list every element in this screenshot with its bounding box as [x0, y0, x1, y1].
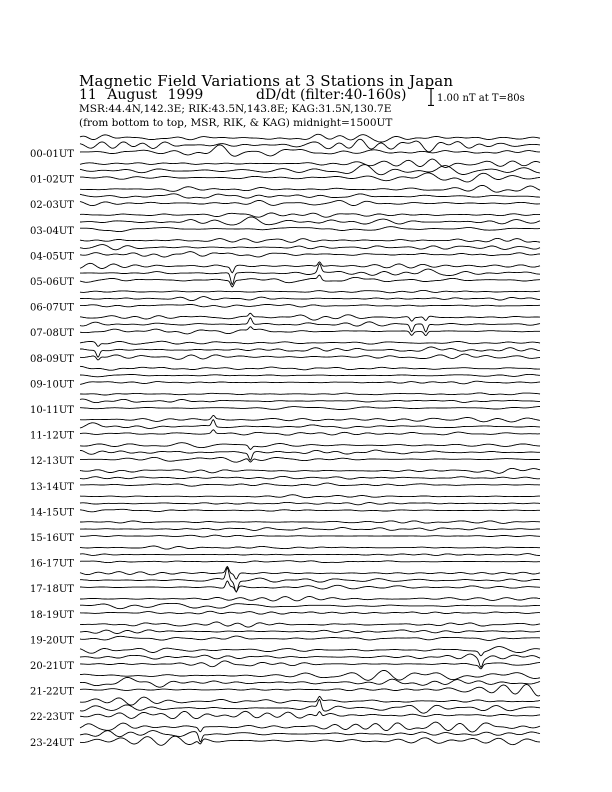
trace-msr [80, 430, 540, 435]
trace-rik [80, 318, 540, 332]
trace-msr [80, 381, 540, 384]
hour-label: 05-06UT [30, 277, 74, 288]
trace-rik [80, 678, 540, 688]
hour-label: 23-24UT [30, 737, 74, 749]
trace-kag [80, 722, 540, 732]
trace-msr [80, 685, 540, 696]
trace-rik [80, 420, 540, 429]
trace-kag [80, 622, 540, 627]
trace-kag [80, 313, 540, 321]
trace-msr [80, 711, 540, 718]
station-coordinates: MSR:44.4N,142.3E; RIK:43.5N,143.8E; KAG:31.5N,130.7E [79, 103, 392, 115]
trace-rik [80, 731, 540, 742]
trace-kag [80, 213, 540, 217]
trace-order-note: (from bottom to top, MSR, RIK, & KAG) midnight=1500UT [79, 117, 393, 129]
trace-msr [80, 535, 540, 537]
trace-msr [80, 561, 540, 563]
chart-quantity: dD/dt (filter:40-160s) [256, 87, 407, 103]
trace-kag [80, 393, 540, 395]
trace-msr [80, 636, 540, 640]
hour-label: 17-18UT [30, 584, 74, 596]
trace-rik [80, 502, 540, 504]
trace-rik [80, 554, 540, 556]
trace-kag [80, 366, 540, 370]
trace-rik [80, 297, 540, 301]
hour-label: 00-01UT [30, 149, 74, 160]
hour-label: 10-11UT [30, 405, 74, 416]
hour-label: 19-20UT [30, 635, 74, 647]
trace-msr [80, 275, 540, 287]
trace-msr [80, 252, 540, 257]
trace-rik [80, 165, 540, 175]
trace-kag [80, 415, 540, 422]
trace-msr [80, 354, 540, 360]
trace-kag [80, 134, 540, 142]
trace-msr [80, 457, 540, 462]
trace-rik [80, 528, 540, 531]
hour-label: 20-21UT [30, 661, 74, 672]
trace-kag [80, 159, 540, 167]
trace-msr [80, 227, 540, 232]
trace-rik [80, 245, 540, 250]
trace-rik [80, 399, 540, 403]
hour-label: 12-13UT [30, 456, 74, 468]
trace-msr [80, 581, 540, 592]
trace-msr [80, 483, 540, 486]
trace-rik [80, 568, 540, 593]
trace-msr [80, 509, 540, 512]
hour-label: 09-10UT [30, 379, 74, 391]
trace-kag [80, 670, 540, 680]
trace-kag [80, 185, 540, 192]
scale-label: 1.00 nT at T=80s [437, 93, 525, 104]
trace-msr [80, 407, 540, 410]
hour-label: 16-17UT [30, 558, 74, 570]
hour-label: 06-07UT [30, 302, 74, 314]
trace-kag [80, 597, 540, 601]
trace-kag [80, 521, 540, 524]
trace-msr [80, 661, 540, 669]
hour-label: 21-22UT [30, 686, 74, 698]
hour-label: 08-09UT [30, 353, 74, 365]
trace-msr [80, 200, 540, 205]
trace-kag [80, 696, 540, 705]
hour-label: 18-19UT [30, 609, 74, 621]
trace-rik [80, 476, 540, 479]
chart-title: Magnetic Field Variations at 3 Stations in Japan [79, 72, 454, 90]
trace-kag [80, 443, 540, 450]
hour-label: 03-04UT [30, 225, 74, 237]
hour-label: 07-08UT [30, 328, 74, 340]
trace-rik [80, 630, 540, 634]
trace-kag [80, 546, 540, 549]
hour-label: 22-23UT [30, 712, 74, 724]
trace-msr [80, 304, 540, 307]
trace-msr [80, 327, 540, 336]
trace-msr [80, 173, 540, 182]
trace-kag [80, 468, 540, 473]
trace-rik [80, 217, 540, 225]
trace-rik [80, 194, 540, 198]
trace-rik [80, 654, 540, 667]
trace-rik [80, 139, 540, 152]
trace-kag [80, 262, 540, 273]
hour-label: 13-14UT [30, 481, 74, 493]
trace-rik [80, 374, 540, 376]
hour-label: 14-15UT [30, 507, 74, 519]
trace-rik [80, 603, 540, 608]
hour-label: 01-02UT [30, 174, 74, 186]
hour-label: 15-16UT [30, 533, 74, 544]
hour-label: 11-12UT [30, 430, 74, 442]
trace-kag [80, 341, 540, 346]
hour-label: 02-03UT [30, 200, 74, 212]
trace-kag [80, 290, 540, 292]
hour-label: 04-05UT [30, 251, 74, 263]
trace-kag [80, 238, 540, 242]
trace-msr [80, 736, 540, 745]
trace-msr [80, 611, 540, 614]
chart-date: 11 August 1999 [79, 87, 204, 103]
trace-kag [80, 566, 540, 579]
trace-kag [80, 495, 540, 498]
